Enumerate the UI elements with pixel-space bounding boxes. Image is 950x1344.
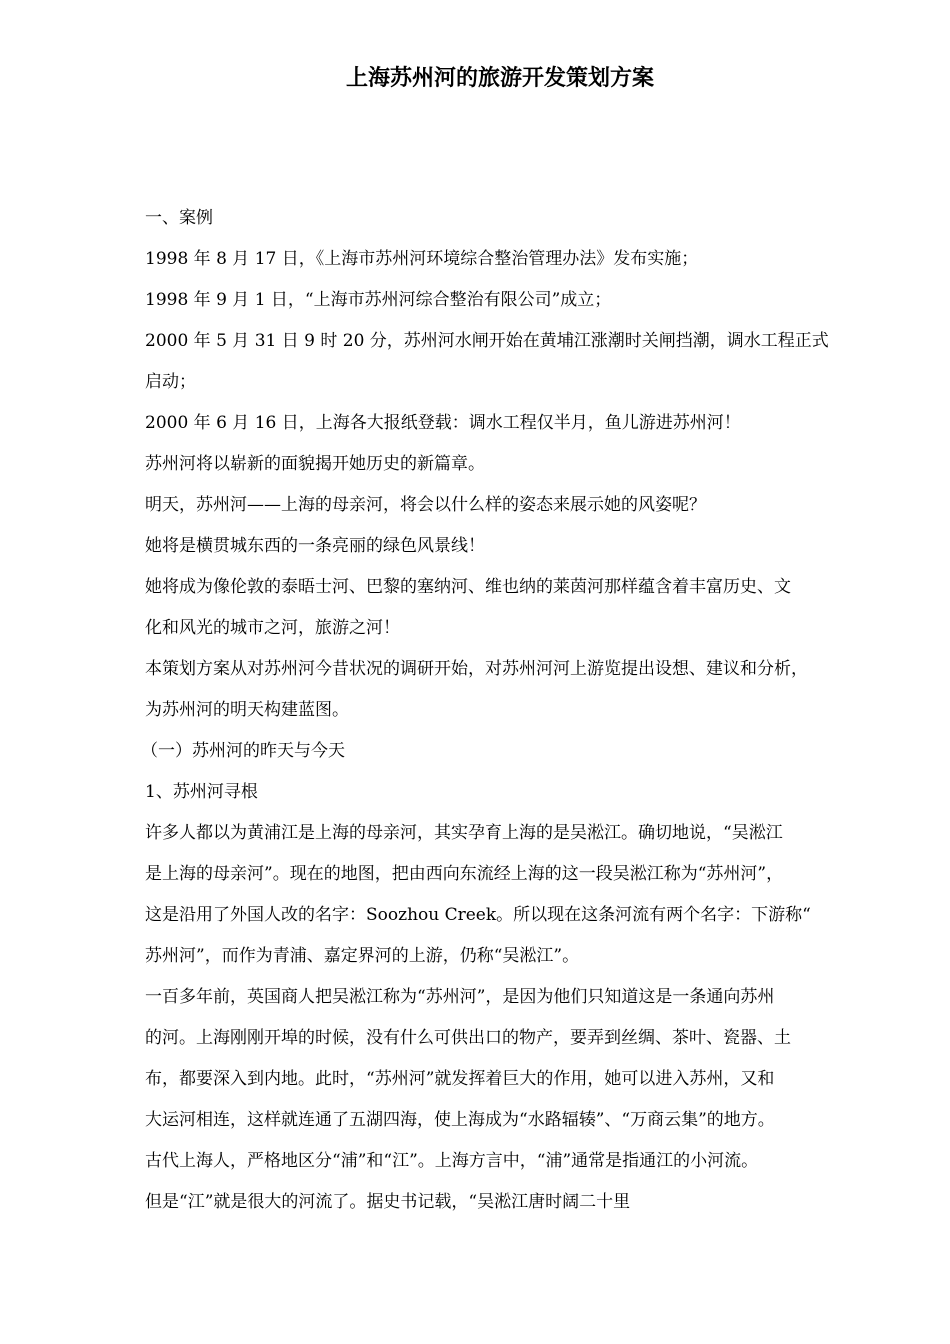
body-line: 启动；: [145, 372, 196, 392]
body-line: 她将是横贯城东西的一条亮丽的绿色风景线！: [145, 536, 485, 556]
document-title: 上海苏州河的旅游开发策划方案: [345, 65, 654, 91]
body-line: 古代上海人，严格地区分“浦”和“江”。上海方言中，“浦”通常是指通江的小河流。: [145, 1151, 759, 1171]
section-heading: 一、案例: [145, 208, 213, 228]
body-line: 苏州河将以崭新的面貌揭开她历史的新篇章。: [145, 454, 485, 474]
body-line: 这是沿用了外国人改的名字：Soozhou Creek。所以现在这条河流有两个名字：下游称“: [145, 905, 811, 925]
body-line: 2000 年 6 月 16 日，上海各大报纸登载：调水工程仅半月，鱼儿游进苏州河！: [145, 413, 741, 433]
body-line: 为苏州河的明天构建蓝图。: [145, 700, 349, 720]
body-line: 布，都要深入到内地。此时，“苏州河”就发挥着巨大的作用，她可以进入苏州，又和: [145, 1069, 775, 1089]
body-line: 本策划方案从对苏州河今昔状况的调研开始，对苏州河河上游览提出设想、建议和分析，: [145, 659, 808, 679]
body-line: 许多人都以为黄浦江是上海的母亲河，其实孕育上海的是吴淞江。确切地说，“吴淞江: [145, 823, 783, 843]
subsection-heading: （一）苏州河的昨天与今天: [141, 741, 345, 761]
body-line: 1998 年 8 月 17 日，《上海市苏州河环境综合整治管理办法》发布实施；: [145, 249, 699, 269]
body-line: 2000 年 5 月 31 日 9 时 20 分，苏州河水闸开始在黄埔江涨潮时关闸挡潮，调水工程正式: [145, 331, 829, 351]
body-line: 但是“江”就是很大的河流了。据史书记载，“吴淞江唐时阔二十里: [145, 1192, 631, 1212]
body-line: 明天，苏州河——上海的母亲河，将会以什么样的姿态来展示她的风姿呢？: [145, 495, 706, 515]
body-line: 大运河相连，这样就连通了五湖四海，使上海成为“水路辐辏”、“万商云集”的地方。: [145, 1110, 775, 1130]
body-line: 是上海的母亲河”。现在的地图，把由西向东流经上海的这一段吴淞江称为“苏州河”，: [145, 864, 784, 884]
document-body: [141, 198, 890, 1223]
body-line: 一百多年前，英国商人把吴淞江称为“苏州河”，是因为他们只知道这是一条通向苏州: [145, 987, 775, 1007]
body-line: 的河。上海刚刚开埠的时候，没有什么可供出口的物产，要弄到丝绸、茶叶、瓷器、土: [145, 1028, 791, 1048]
subsection-heading: 1、苏州河寻根: [145, 782, 258, 802]
body-line: 苏州河”，而作为青浦、嘉定界河的上游，仍称“吴淞江”。: [145, 946, 580, 966]
body-line: 1998 年 9 月 1 日，“上海市苏州河综合整治有限公司”成立；: [145, 290, 612, 310]
body-line: 化和风光的城市之河，旅游之河！: [145, 618, 400, 638]
body-line: 她将成为像伦敦的泰晤士河、巴黎的塞纳河、维也纳的莱茵河那样蕴含着丰富历史、文: [145, 577, 791, 597]
